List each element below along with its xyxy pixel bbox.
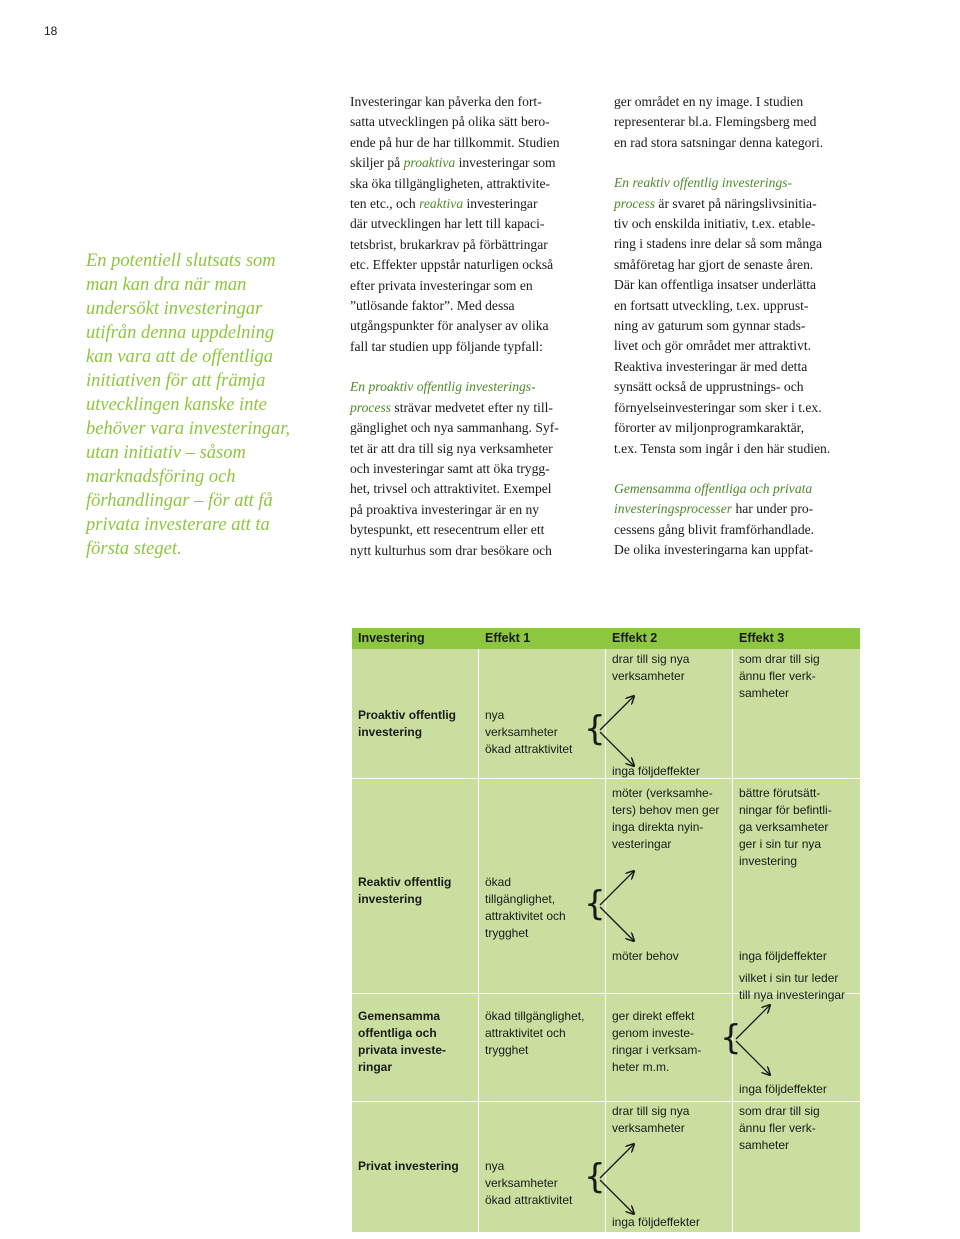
cell-line: verksamheter (612, 1121, 685, 1135)
body-text: tet är att dra till sig nya verksamheter (350, 440, 553, 456)
cell-line: ökad tillgänglighet, (485, 1009, 585, 1023)
cell-line: ökad (485, 875, 512, 889)
effect-arrows (352, 628, 860, 1232)
body-text: där utvecklingen har lett till kapaci- (350, 216, 545, 232)
body-text: utgångspunkter för analyser av olika (350, 318, 549, 334)
pull-quote (86, 249, 336, 561)
arrow-up-reaktiv (600, 871, 634, 905)
pull-quote-line: behöver vara investeringar, (86, 419, 290, 439)
body-text: förnyelseinvesteringar som sker i t.ex. (614, 399, 822, 415)
cell-line: verksamheter (485, 1176, 558, 1190)
body-text: t.ex. Tensta som ingår i den här studien. (614, 440, 831, 456)
cell-line: nya (485, 708, 505, 722)
paragraph-intro (350, 92, 598, 357)
cell-line: till nya investeringar (739, 988, 846, 1002)
cell-line: Reaktiv offentlig (358, 875, 452, 889)
cell-line: investering (739, 854, 798, 868)
body-text: och investeringar samt att öka trygg- (350, 460, 550, 476)
body-column-2 (350, 92, 598, 581)
paragraph-image (614, 92, 862, 153)
cell-line: verksamheter (612, 669, 685, 683)
emphasis-text: Gemensamma offentliga och privata (614, 480, 813, 496)
body-text: investeringar som (455, 155, 556, 171)
cell-line: inga direkta nyin- (612, 820, 704, 834)
brace-privat: { (584, 1157, 606, 1197)
cell-line: ringar i verksam- (612, 1043, 702, 1057)
emphasis-text: process (614, 195, 656, 211)
brace-gemensamma: { (720, 1018, 742, 1058)
header-effekt-2: Effekt 2 (612, 631, 658, 645)
pull-quote-line: initiativen för att främja (86, 371, 266, 391)
cell-line: ningar för befintli- (739, 803, 832, 817)
body-text: investeringar (463, 196, 538, 212)
body-text: efter privata investeringar som en (350, 277, 533, 293)
header-investering: Investering (358, 631, 425, 645)
pull-quote-line: utvecklingen kanske inte (86, 395, 267, 415)
emphasis-text: investeringsprocesser (614, 501, 733, 517)
cell-line: som drar till sig (739, 652, 820, 666)
cell-line: drar till sig nya (612, 1104, 690, 1118)
cell-line: ännu fler verk- (739, 669, 816, 683)
arrow-up-gemensamma (736, 1005, 770, 1039)
investment-effects-table (352, 628, 860, 1232)
pull-quote-line: förhandlingar – för att få (86, 491, 273, 511)
body-text: nytt kulturhus som drar besökare och (350, 542, 552, 558)
body-text: en fortsatt utveckling, t.ex. upprust- (614, 297, 809, 313)
cell-line: nya (485, 1159, 505, 1173)
cell-line: vesteringar (612, 837, 672, 851)
header-effekt-3: Effekt 3 (739, 631, 785, 645)
emphasis-text: process (350, 399, 392, 415)
emphasis-text: reaktiva (419, 196, 464, 212)
cell-line: ringar (358, 1060, 393, 1074)
cell-line: vilket i sin tur leder (739, 971, 839, 985)
body-text: ger området en ny image. I studien (614, 94, 804, 109)
body-text: Reaktiva investeringar är med detta (614, 358, 808, 374)
body-text: förorter av miljonprogramkaraktär, (614, 420, 805, 436)
body-text: bytespunkt, ett resecentrum eller ett (350, 522, 545, 538)
body-text: De olika investeringarna kan uppfat- (614, 542, 814, 558)
body-text: het, trivsel och attraktivitet. Exempel (350, 481, 552, 497)
cell-line: ger direkt effekt (612, 1009, 695, 1023)
body-column-3 (614, 92, 862, 581)
emphasis-text: proaktiva (403, 155, 456, 171)
cell-line: ga verksamheter (739, 820, 829, 834)
cell-line: privata investe- (358, 1043, 447, 1057)
body-text: ”utlösande faktor”. Med dessa (350, 298, 515, 314)
cell-line: som drar till sig (739, 1104, 820, 1118)
cell-line: ger i sin tur nya (739, 837, 822, 851)
cell-line: Gemensamma (358, 1009, 441, 1023)
cell-line: investering (358, 725, 423, 739)
page-number: 18 (44, 24, 58, 38)
body-text: Där kan offentliga insatser underlätta (614, 277, 817, 293)
pull-quote-line: man kan dra när man (86, 275, 247, 295)
cell-line: ters) behov men ger (612, 803, 720, 817)
body-text: livet och gör området mer attraktivt. (614, 338, 812, 354)
cell-line: samheter (739, 1138, 790, 1152)
body-text: på proaktiva investeringar är en ny (350, 501, 540, 517)
cell-line: inga följdeffekter (739, 949, 827, 963)
body-text: tetsbrist, brukarkrav på förbättringar (350, 236, 548, 252)
emphasis-text: En reaktiv offentlig investerings- (614, 175, 793, 191)
body-text: etc. Effekter uppstår naturligen också (350, 257, 554, 273)
pull-quote-line: utifrån denna uppdelning (86, 323, 275, 343)
cell-line: Proaktiv offentlig (358, 708, 457, 722)
body-text: ten etc., och (350, 196, 420, 212)
cell-line: inga följdeffekter (739, 1082, 827, 1096)
cell-line: ännu fler verk- (739, 1121, 816, 1135)
body-text: tiv och enskilda initiativ, t.ex. etable- (614, 216, 816, 232)
cell-line: bättre förutsätt- (739, 786, 821, 800)
pull-quote-line: kan vara att de offentliga (86, 347, 274, 367)
brace-proaktiv: { (584, 709, 606, 749)
body-text: synsätt också de upprustnings- och (614, 379, 804, 395)
paragraph-gemensamma (614, 479, 862, 561)
paragraph-proaktiv (350, 377, 598, 561)
body-text: cessens gång blivit framförhandlade. (614, 521, 815, 537)
cell-line: Privat investering (358, 1159, 459, 1173)
body-text: ring i stadens inre delar så som många (614, 236, 823, 252)
body-text: ende på hur de har tillkommit. Studien (350, 134, 560, 150)
cell-line: ökad attraktivitet (485, 1193, 573, 1207)
body-text: en rad stora satsningar denna kategori. (614, 134, 824, 150)
arrow-down-gemensamma (736, 1041, 770, 1075)
header-effekt-1: Effekt 1 (485, 631, 531, 645)
pull-quote-line: En potentiell slutsats som (86, 251, 276, 271)
body-text: skiljer på (350, 155, 404, 171)
cell-line: trygghet (485, 926, 529, 940)
pull-quote-line: utan initiativ – såsom (86, 443, 246, 463)
arrow-up-privat (600, 1144, 634, 1178)
paragraph-reaktiv (614, 173, 862, 459)
cell-line: tillgänglighet, (485, 892, 556, 906)
body-text: fall tar studien upp följande typfall: (350, 338, 543, 354)
body-text: Investeringar kan påverka den fort- (350, 94, 542, 109)
cell-line: verksamheter (485, 725, 558, 739)
cell-line: möter behov (612, 949, 679, 963)
body-text: ning av gaturum som gynnar stads- (614, 318, 806, 334)
arrow-down-reaktiv (600, 907, 634, 941)
cell-line: investering (358, 892, 423, 906)
body-text: gänglighet och nya sammanhang. Syf- (350, 420, 559, 436)
body-text: strävar medvetet efter ny till- (391, 399, 553, 415)
pull-quote-line: undersökt investeringar (86, 299, 263, 319)
cell-line: inga följdeffekter (612, 1215, 700, 1229)
cell-line: inga följdeffekter (612, 764, 700, 778)
cell-line: attraktivitet och (485, 1026, 566, 1040)
body-text: representerar bl.a. Flemingsberg med (614, 114, 817, 130)
body-text: har under pro- (732, 501, 814, 517)
body-text: satta utvecklingen på olika sätt bero- (350, 114, 550, 130)
cell-line: attraktivitet och (485, 909, 566, 923)
brace-reaktiv: { (584, 884, 606, 924)
cell-line: offentliga och (358, 1026, 437, 1040)
cell-line: heter m.m. (612, 1060, 670, 1074)
pull-quote-line: marknadsföring och (86, 467, 236, 487)
emphasis-text: En proaktiv offentlig investerings- (350, 379, 536, 395)
body-text: småföretag har gjort de senaste åren. (614, 256, 814, 272)
arrow-down-privat (600, 1180, 634, 1214)
pull-quote-line: första steget. (86, 539, 182, 559)
pull-quote-line: privata investerare att ta (86, 515, 270, 535)
cell-line: drar till sig nya (612, 652, 690, 666)
cell-line: möter (verksamhe- (612, 786, 713, 800)
arrow-up-proaktiv (600, 696, 634, 730)
cell-line: genom investe- (612, 1026, 695, 1040)
body-text: ska öka tillgängligheten, attraktivite- (350, 175, 551, 191)
cell-line: samheter (739, 686, 790, 700)
cell-line: ökad attraktivitet (485, 742, 573, 756)
body-text: är svaret på näringslivsinitia- (655, 195, 817, 211)
cell-line: trygghet (485, 1043, 529, 1057)
arrow-down-proaktiv (600, 732, 634, 766)
